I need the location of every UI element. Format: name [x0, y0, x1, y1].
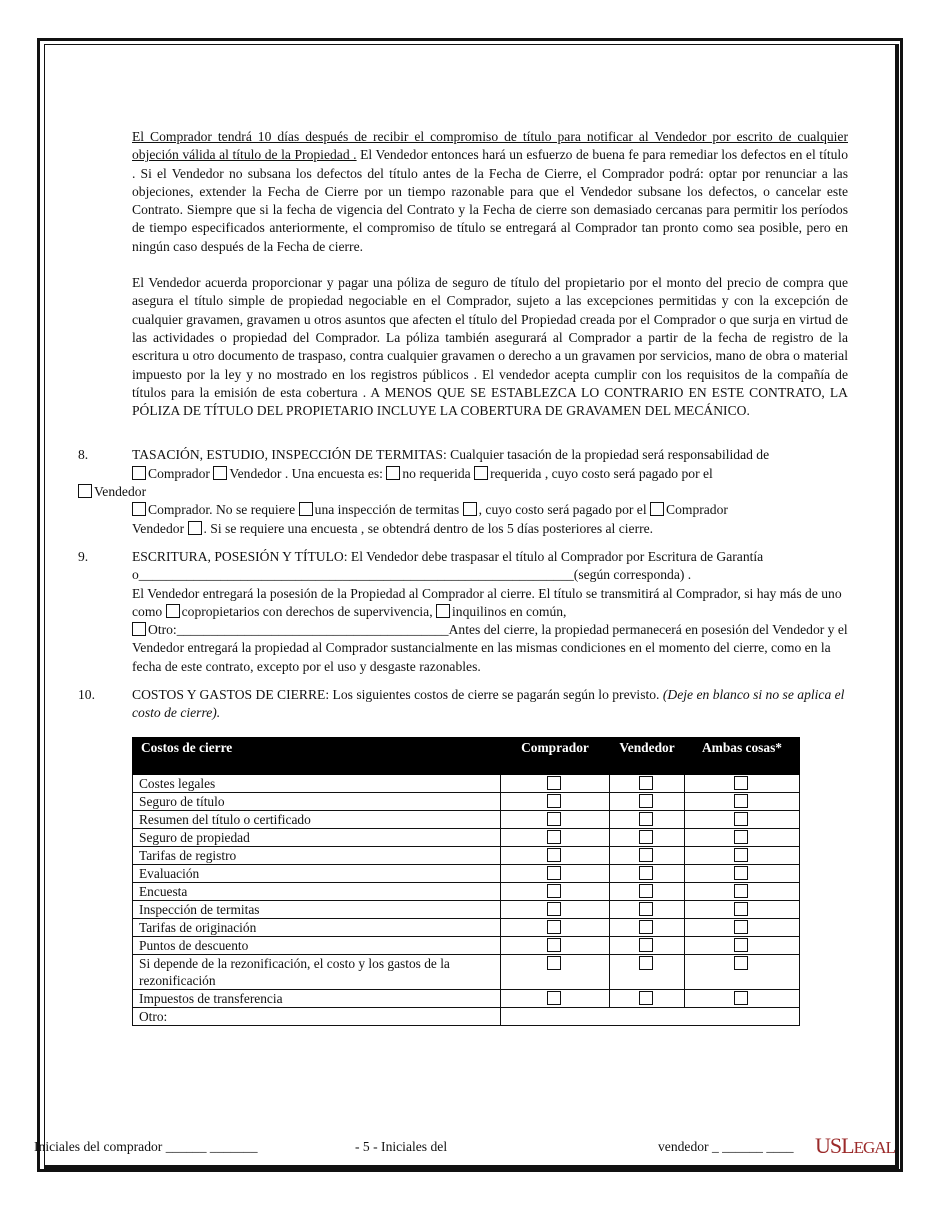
- label: inquilinos en común,: [452, 603, 567, 619]
- cost-label: Si depende de la rezonificación, el costo y los gastos de la rezonificación: [133, 954, 501, 989]
- checkbox[interactable]: [639, 776, 653, 790]
- cost-label: Encuesta: [133, 882, 501, 900]
- cost-label: Otro:: [133, 1007, 501, 1025]
- checkbox[interactable]: [547, 884, 561, 898]
- section-9-heading: ESCRITURA, POSESIÓN Y TÍTULO: El Vendedor debe traspasar el título al Comprador por Escritura de Garantía: [132, 548, 764, 564]
- table-row: [133, 810, 800, 828]
- both-cell: [685, 774, 800, 792]
- label: Vendedor . Una encuesta es:: [229, 465, 383, 481]
- checkbox[interactable]: [734, 902, 748, 916]
- buyer-cell: [501, 774, 610, 792]
- checkbox[interactable]: [436, 604, 450, 618]
- checkbox[interactable]: [639, 956, 653, 970]
- uslegal-logo: USLEGAL: [815, 1133, 895, 1158]
- checkbox[interactable]: [734, 830, 748, 844]
- buyer-cell: [501, 989, 610, 1007]
- section-8: [78, 446, 848, 537]
- checkbox[interactable]: [639, 938, 653, 952]
- table-row: [133, 936, 800, 954]
- checkbox[interactable]: [639, 794, 653, 808]
- checkbox[interactable]: [132, 466, 146, 480]
- underlined-clause: El Comprador tendrá 10 días después de recibir el compromiso de título para notificar al Vendedor por escrito de cualquier objeción válida al título de la Propiedad .: [132, 129, 848, 163]
- section-10-heading: COSTOS Y GASTOS DE CIERRE: Los siguientes costos de cierre se pagarán según lo previsto.: [132, 687, 660, 703]
- label: (según corresponda) .: [573, 567, 692, 583]
- checkbox[interactable]: [547, 848, 561, 862]
- seller-cell: [610, 918, 685, 936]
- checkbox[interactable]: [547, 830, 561, 844]
- seller-cell: [610, 792, 685, 810]
- both-cell: [685, 989, 800, 1007]
- other-cell[interactable]: [501, 1007, 800, 1025]
- note: (Deje en blanco si no se aplica el costo de cierre).: [132, 687, 845, 721]
- label: requerida , cuyo costo será pagado por el: [490, 465, 713, 481]
- seller-cell: [610, 882, 685, 900]
- label: Comprador: [148, 465, 210, 481]
- buyer-cell: [501, 918, 610, 936]
- checkbox[interactable]: [463, 502, 477, 516]
- cost-label: Tarifas de originación: [133, 918, 501, 936]
- label: copropietarios con derechos de supervivencia,: [181, 603, 433, 619]
- checkbox[interactable]: [734, 812, 748, 826]
- checkbox[interactable]: [734, 884, 748, 898]
- checkbox[interactable]: [299, 502, 313, 516]
- checkbox[interactable]: [188, 521, 202, 535]
- checkbox[interactable]: [734, 794, 748, 808]
- table-row: [133, 846, 800, 864]
- checkbox[interactable]: [547, 776, 561, 790]
- checkbox[interactable]: [734, 848, 748, 862]
- cost-label: Inspección de termitas: [133, 900, 501, 918]
- section-9: [78, 548, 848, 676]
- seller-cell: [610, 828, 685, 846]
- label: no requerida: [402, 465, 471, 481]
- label: Antes del cierre, la propiedad permanecerá en posesión del Vendedor y el Vendedor entregará la propiedad al Comprador sustancialmente en las mismas condiciones en el momento del cierre, como en la fecha de este contrato, excepto por el uso y desgaste razonables.: [132, 622, 848, 674]
- seller-cell: [610, 810, 685, 828]
- checkbox[interactable]: [547, 794, 561, 808]
- table-row: [133, 954, 800, 989]
- header-both: Ambas cosas*: [685, 737, 800, 774]
- checkbox[interactable]: [639, 884, 653, 898]
- label: , cuyo costo será pagado por el: [478, 502, 647, 518]
- seller-cell: [610, 936, 685, 954]
- checkbox[interactable]: [166, 604, 180, 618]
- label: El Vendedor entregará la posesión de la Propiedad al Comprador al cierre. El título se transmitirá al Comprador, si hay más de uno como: [132, 585, 842, 619]
- table-row: [133, 864, 800, 882]
- checkbox[interactable]: [639, 866, 653, 880]
- seller-initials: vendedor _ ______ ____: [658, 1139, 794, 1154]
- label: Vendedor: [132, 520, 185, 536]
- checkbox[interactable]: [547, 902, 561, 916]
- closing-costs-table: [132, 737, 800, 1026]
- both-cell: [685, 792, 800, 810]
- both-cell: [685, 954, 800, 989]
- clause-text: El Vendedor entonces hará un esfuerzo de buena fe para remediar los defectos en el título . Si el Vendedor no subsana los defectos del título antes de la Fecha de Cierre, el Comprador podrá: optar por renunciar a las objeciones, extender la Fecha de Cierre por un tiempo razonable para que el Vendedor subsane los defectos, o cancelar este Contrato. Siempre que si la fecha de vigencia del Contrato y la Fecha de cierre son demasiado cercanas para permitir los períodos de tiempo especificados anteriormente, el compromiso de título se entregará al Comprador tan pronto como sea posible, pero en ningún caso después de la Fecha de cierre.: [132, 147, 848, 254]
- label: Comprador. No se requiere: [148, 502, 296, 518]
- page-number: - 5 - Iniciales del: [355, 1139, 448, 1154]
- both-cell: [685, 828, 800, 846]
- checkbox[interactable]: [639, 812, 653, 826]
- seller-cell: [610, 954, 685, 989]
- checkbox[interactable]: [639, 991, 653, 1005]
- deed-type-blank[interactable]: ________________________________________________________________: [138, 567, 574, 583]
- checkbox[interactable]: [547, 991, 561, 1005]
- cost-label: Seguro de propiedad: [133, 828, 501, 846]
- both-cell: [685, 918, 800, 936]
- label: Comprador: [666, 502, 728, 518]
- cost-label: Puntos de descuento: [133, 936, 501, 954]
- caps-clause: A MENOS QUE SE ESTABLEZCA LO CONTRARIO EN ESTE CONTRATO, LA PÓLIZA DE TÍTULO DEL PROPIETARIO INCLUYE LA COBERTURA DE GRAVAMEN DEL MECÁNICO.: [132, 384, 848, 419]
- cost-label: Costes legales: [133, 774, 501, 792]
- checkbox[interactable]: [734, 956, 748, 970]
- checkbox[interactable]: [639, 920, 653, 934]
- buyer-cell: [501, 792, 610, 810]
- table-row: [133, 1007, 800, 1025]
- section-number: 9.: [78, 548, 89, 564]
- cost-label: Tarifas de registro: [133, 846, 501, 864]
- checkbox[interactable]: [734, 776, 748, 790]
- title-commitment-paragraph: [132, 128, 848, 256]
- both-cell: [685, 864, 800, 882]
- table-row: [133, 774, 800, 792]
- table-row: [133, 828, 800, 846]
- seller-cell: [610, 864, 685, 882]
- checkbox[interactable]: [650, 502, 664, 516]
- buyer-cell: [501, 846, 610, 864]
- label: Otro:: [148, 622, 177, 638]
- buyer-initials: Iniciales del comprador ______ _______: [34, 1139, 258, 1154]
- checkbox[interactable]: [132, 502, 146, 516]
- buyer-cell: [501, 900, 610, 918]
- checkbox[interactable]: [78, 484, 92, 498]
- checkbox[interactable]: [547, 920, 561, 934]
- both-cell: [685, 882, 800, 900]
- label: . Si se requiere una encuesta , se obtendrá dentro de los 5 días posteriores al cierre.: [203, 520, 654, 536]
- table-row: [133, 882, 800, 900]
- seller-cell: [610, 989, 685, 1007]
- checkbox[interactable]: [547, 938, 561, 952]
- checkbox[interactable]: [132, 622, 146, 636]
- both-cell: [685, 900, 800, 918]
- other-blank[interactable]: ________________________________________: [176, 622, 449, 638]
- buyer-cell: [501, 954, 610, 989]
- buyer-cell: [501, 828, 610, 846]
- checkbox[interactable]: [734, 920, 748, 934]
- label: o: [132, 567, 139, 583]
- checkbox[interactable]: [386, 466, 400, 480]
- checkbox[interactable]: [734, 938, 748, 952]
- checkbox[interactable]: [639, 902, 653, 916]
- checkbox[interactable]: [639, 848, 653, 862]
- both-cell: [685, 810, 800, 828]
- header-costs: Costos de cierre: [133, 737, 501, 774]
- both-cell: [685, 846, 800, 864]
- table-row: [133, 989, 800, 1007]
- cost-label: Evaluación: [133, 864, 501, 882]
- seller-cell: [610, 900, 685, 918]
- checkbox[interactable]: [639, 830, 653, 844]
- both-cell: [685, 936, 800, 954]
- buyer-cell: [501, 882, 610, 900]
- section-10: [78, 686, 848, 723]
- checkbox[interactable]: [734, 991, 748, 1005]
- checkbox[interactable]: [547, 956, 561, 970]
- cost-label: Impuestos de transferencia: [133, 989, 501, 1007]
- section-number: 10.: [78, 687, 95, 703]
- buyer-cell: [501, 864, 610, 882]
- label: una inspección de termitas: [314, 502, 460, 518]
- header-buyer: Comprador: [501, 737, 610, 774]
- table-row: [133, 792, 800, 810]
- buyer-cell: [501, 936, 610, 954]
- clause-text: El Vendedor acuerda proporcionar y pagar una póliza de seguro de título del propietario por el monto del precio de compra que asegura el título simple de propiedad negociable en el Comprador, sujeto a las excepciones permitidas y con la excepción de cualquier gravamen, gravamen u otros asuntos que afecten el título del Propiedad creada por el Comprador o que surja en virtud de las actividades o propiedad del Comprador. La póliza también asegurará al Comprador a partir de la fecha de registro de la escritura u otro documento de traspaso, contra cualquier gravamen o derecho a un gravamen por servicios, mano de obra o material impuesto por la ley y no mostrado en los registros públicos . El vendedor acepta cumplir con los requisitos de la compañía de títulos para la emisión de esta cobertura .: [132, 275, 848, 400]
- section-number: 8.: [78, 447, 89, 463]
- table-row: [133, 918, 800, 936]
- checkbox[interactable]: [734, 866, 748, 880]
- title-insurance-paragraph: [132, 274, 848, 420]
- header-seller: Vendedor: [610, 737, 685, 774]
- cost-label: Seguro de título: [133, 792, 501, 810]
- checkbox[interactable]: [474, 466, 488, 480]
- section-8-heading: TASACIÓN, ESTUDIO, INSPECCIÓN DE TERMITAS: Cualquier tasación de la propiedad será responsabilidad de: [132, 447, 770, 463]
- buyer-cell: [501, 810, 610, 828]
- checkbox[interactable]: [547, 812, 561, 826]
- table-row: [133, 900, 800, 918]
- document-body: [78, 128, 848, 1026]
- seller-cell: [610, 774, 685, 792]
- cost-label: Resumen del título o certificado: [133, 810, 501, 828]
- checkbox[interactable]: [213, 466, 227, 480]
- label: Vendedor: [94, 484, 147, 500]
- seller-cell: [610, 846, 685, 864]
- checkbox[interactable]: [547, 866, 561, 880]
